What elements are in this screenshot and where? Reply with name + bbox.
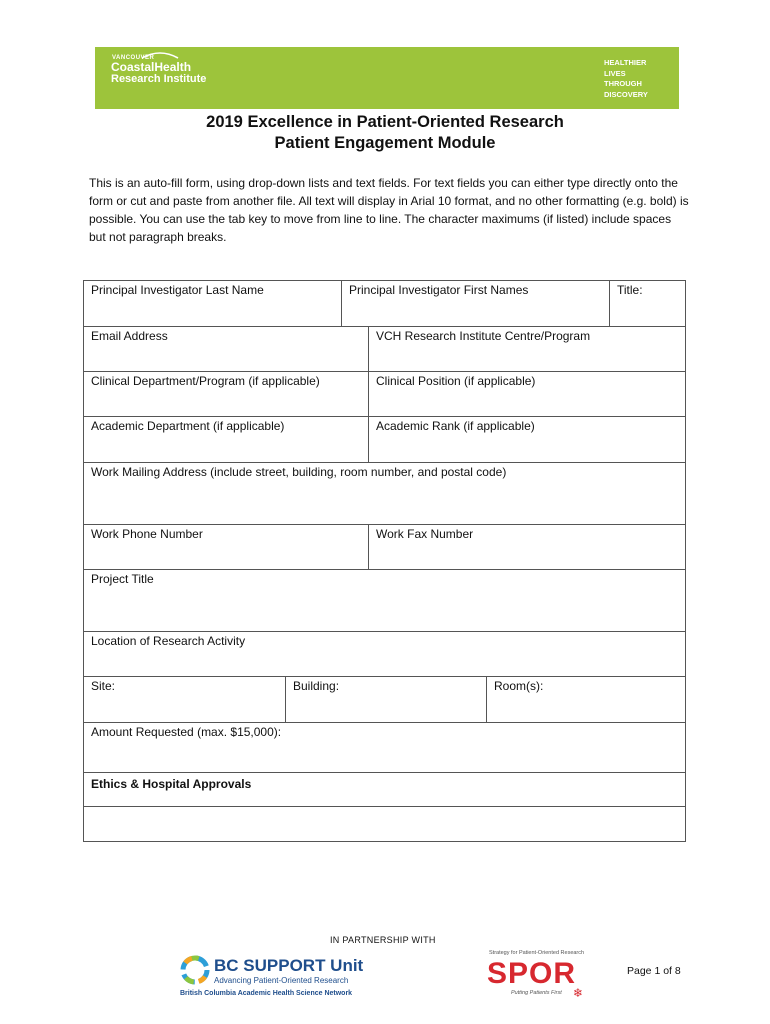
vch-centre-field[interactable] (368, 327, 685, 371)
rooms-field[interactable] (486, 677, 685, 722)
tagline-line: DISCOVERY (604, 89, 648, 99)
logo-sub-text: Research Institute (111, 73, 207, 85)
form-row (84, 417, 685, 463)
bc-support-unit-logo (180, 952, 364, 1000)
spor-top-text: Strategy for Patient-Oriented Research (489, 950, 585, 956)
partnership-label: IN PARTNERSHIP WITH (330, 935, 436, 945)
application-form (83, 280, 686, 842)
ethics-heading (84, 773, 685, 806)
form-row (84, 525, 685, 570)
logo-main-text: CoastalHealth (111, 60, 192, 74)
section-heading: Ethics & Hospital Approvals (91, 777, 252, 791)
form-row (84, 463, 685, 525)
fax-field[interactable] (368, 525, 685, 569)
page-subtitle: Patient Engagement Module (274, 134, 496, 152)
location-field[interactable] (84, 632, 685, 676)
academic-dept-field[interactable] (84, 417, 368, 462)
page-title: 2019 Excellence in Patient-Oriented Research (206, 113, 564, 131)
building-field[interactable] (285, 677, 486, 722)
field-label: Work Phone Number (91, 527, 203, 541)
project-title-field[interactable] (84, 570, 685, 631)
pi-first-names-field[interactable] (341, 281, 609, 326)
form-row (84, 570, 685, 632)
field-label: Work Fax Number (376, 527, 474, 541)
tagline-line: HEALTHIER (604, 58, 647, 67)
page-number: Page 1 of 8 (627, 965, 681, 977)
header-banner (95, 47, 679, 109)
bcsu-circle-icon (180, 955, 210, 985)
bcsu-subtitle: Advancing Patient-Oriented Research (214, 976, 349, 985)
field-label: Site: (91, 679, 116, 693)
mailing-address-field[interactable] (84, 463, 685, 524)
form-row (84, 807, 685, 841)
tagline-line: LIVES (604, 68, 626, 78)
field-label: VCH Research Institute Centre/Program (376, 329, 591, 343)
field-label: Principal Investigator Last Name (91, 283, 264, 297)
ethics-field[interactable] (84, 807, 685, 841)
intro-paragraph: This is an auto-fill form, using drop-down lists and text fields. For text fields you can either type directly onto the form or cut and paste from another file. All text will display in Arial 10 format, and no other formatting (e.g. bold) is possible. You can use the tab key to move from line to line. The character maximums (if listed) include spaces but not paragraph breaks. (89, 176, 689, 244)
field-label: Principal Investigator First Names (349, 283, 529, 297)
field-label: Title: (617, 283, 643, 297)
academic-rank-field[interactable] (368, 417, 685, 462)
bcsu-name: BC SUPPORT Unit (214, 956, 364, 975)
field-label: Clinical Position (if applicable) (376, 374, 536, 388)
amount-field[interactable] (84, 723, 685, 772)
spor-bottom-text: Putting Patients First (511, 990, 562, 996)
field-label: Academic Department (if applicable) (91, 419, 285, 433)
field-label: Email Address (91, 329, 168, 343)
field-label: Amount Requested (max. $15,000): (91, 725, 282, 739)
field-label: Clinical Department/Program (if applicable) (91, 374, 320, 388)
form-row (84, 372, 685, 417)
form-row (84, 632, 685, 677)
spor-wordmark: SPOR (487, 957, 577, 990)
pi-last-name-field[interactable] (84, 281, 341, 326)
vch-logo (111, 55, 206, 86)
field-label: Location of Research Activity (91, 634, 246, 648)
clinical-position-field[interactable] (368, 372, 685, 416)
title-field[interactable] (609, 281, 685, 326)
field-label: Room(s): (494, 679, 544, 693)
spor-logo (487, 950, 587, 1000)
field-label: Project Title (91, 572, 154, 586)
tagline (604, 58, 648, 100)
phone-field[interactable] (84, 525, 368, 569)
field-label: Building: (293, 679, 340, 693)
form-row (84, 281, 685, 327)
site-field[interactable] (84, 677, 285, 722)
field-label: Academic Rank (if applicable) (376, 419, 535, 433)
field-label: Work Mailing Address (include street, building, room number, and postal code) (91, 465, 507, 479)
maple-leaf-icon: ❄ (573, 986, 584, 1000)
form-row (84, 773, 685, 807)
logo-small-text: VANCOUVER (112, 55, 155, 61)
bcsu-network: British Columbia Academic Health Science Network (180, 990, 353, 997)
form-row (84, 723, 685, 773)
email-field[interactable] (84, 327, 368, 371)
form-row (84, 677, 685, 723)
clinical-dept-field[interactable] (84, 372, 368, 416)
form-row (84, 327, 685, 372)
tagline-line: THROUGH (604, 79, 642, 88)
